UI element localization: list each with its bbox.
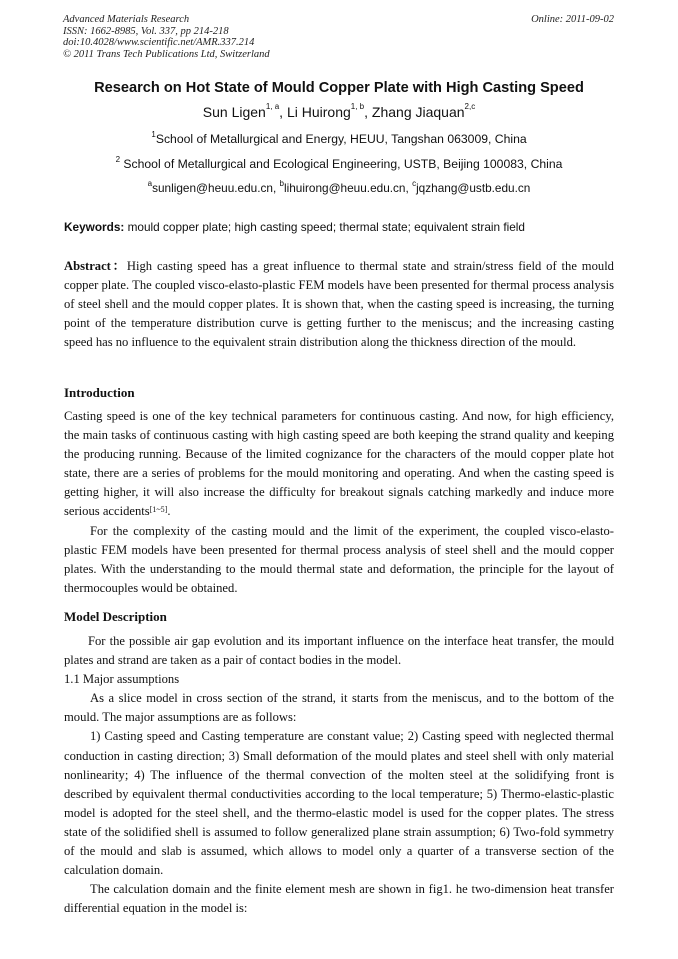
doi-line: doi:10.4028/www.scientific.net/AMR.337.214 bbox=[63, 37, 255, 49]
keywords-label: Keywords: bbox=[64, 220, 125, 234]
issn-line: ISSN: 1662-8985, Vol. 337, pp 214-218 bbox=[63, 25, 229, 37]
paragraph: For the possible air gap evolution and its important influence on the interface heat transfer, the mould plates and strand are taken as a pair of contact bodies in the model. bbox=[64, 634, 614, 668]
paragraph: For the complexity of the casting mould and the limit of the experiment, the coupled visco-elasto-plastic FEM models have been presented for thermal process analysis of steel shell and the mould copper plates. With the understanding to the mould thermal state and deformation, the principle for the layout of thermocouples would be obtained. bbox=[64, 523, 614, 595]
author-marks: 1, a bbox=[265, 102, 280, 111]
keywords-line bbox=[64, 220, 616, 234]
paper-title: Research on Hot State of Mould Copper Plate with High Casting Speed bbox=[94, 80, 584, 96]
email-list: $^a$sunligen@heuu.edu.cn, $^b$lihuirong@heuu.edu.cn, $^c$jqzhang@ustb.edu.cn bbox=[147, 179, 531, 195]
email-mark: b bbox=[279, 179, 284, 188]
author-marks: 1, b bbox=[350, 102, 365, 111]
author-marks: 2,c bbox=[464, 102, 476, 111]
email-address[interactable]: jqzhang@ustb.edu.cn bbox=[416, 181, 531, 195]
section-heading-model-description: Model Description bbox=[64, 609, 167, 624]
abstract-label: Abstract： bbox=[64, 259, 127, 273]
affiliation-mark: 2 bbox=[115, 155, 121, 164]
paragraph: 1) Casting speed and Casting temperature are constant value; 2) Casting speed with neglected thermal conduction in casting direction; 3) Small deformation of the mould plates and steel shell with only material nonlinearity; 4) The influence of the thermal convection of the molten steel at the solidifying front is described by equivalent thermal conductivities according to the local temperature; 5) Thermo-elastic-plastic model is adopted for the steel shell, and the thermo-elastic model is used for the copper plates. The stress state of the solidified shell is assumed to follow generalized plane strain assumption; 6) Two-fold symmetry of the mould and slab is assumed, which allows to model only a quarter of a transverse section of the calculation domain. bbox=[64, 729, 614, 878]
paragraph-text: Casting speed is one of the key technical parameters for continuous casting. And now, for high efficiency, the main tasks of continuous casting with high casting speed are both keeping the strand quality and keeping the producing running. Because of the limited cognizance for the characters of the mould copper plate hot state, there are a series of problems for the mould monitoring and operating. And when the casting speed is getting higher, it will also increase the difficulty for breakout signals catching markedly and induce more serious accidents bbox=[64, 409, 614, 519]
email-mark: a bbox=[147, 179, 153, 188]
affiliation-2 bbox=[0, 157, 678, 171]
section-heading-introduction: Introduction bbox=[64, 385, 135, 400]
author-separator: , bbox=[279, 104, 287, 120]
abstract bbox=[64, 257, 614, 352]
author-list bbox=[0, 104, 678, 120]
affiliation-mark: 1 bbox=[151, 130, 156, 139]
email-mark: c bbox=[412, 179, 417, 188]
abstract-text: High casting speed has a great influence to thermal state and strain/stress field of the mould copper plate. The coupled visco-elasto-plastic FEM models have been presented for thermal process analysis of steel shell and the mould copper plates. It is shown that, when the casting speed is increasing, the turning point of the temperature distribution curve is getting further to the meniscus; and the increasing casting speed has no influence to the equivalent strain distribution along the thickness direction of the mould. bbox=[64, 259, 614, 350]
copyright-line: © 2011 Trans Tech Publications Ltd, Switzerland bbox=[63, 48, 270, 60]
author-separator: , bbox=[364, 104, 372, 120]
paragraph: The calculation domain and the finite element mesh are shown in fig1. he two-dimension heat transfer differential equation in the model is: bbox=[64, 882, 614, 916]
email-address[interactable]: sunligen@heuu.edu.cn bbox=[152, 181, 273, 195]
journal-header bbox=[63, 14, 270, 60]
journal-name: Advanced Materials Research bbox=[63, 14, 190, 25]
keywords-text: mould copper plate; high casting speed; thermal state; equivalent strain field bbox=[124, 220, 525, 234]
affiliation-text: School of Metallurgical and Energy, HEUU, Tangshan 063009, China bbox=[155, 132, 527, 146]
paragraph bbox=[64, 407, 614, 522]
author-name: Zhang Jiaquan bbox=[371, 104, 465, 120]
paragraph: As a slice model in cross section of the strand, it starts from the meniscus, and to the bottom of the mould. The major assumptions are as follows: bbox=[64, 691, 614, 725]
paragraph-end: . bbox=[167, 504, 171, 519]
affiliation-text: School of Metallurgical and Ecological Engineering, USTB, Beijing 100083, China bbox=[120, 157, 563, 171]
citation[interactable]: [1~5] bbox=[149, 505, 168, 515]
author-name: Sun Ligen bbox=[202, 104, 266, 120]
online-date: Online: 2011-09-02 bbox=[531, 14, 614, 25]
email-address[interactable]: lihuirong@heuu.edu.cn bbox=[283, 181, 406, 195]
author-name: Li Huirong bbox=[286, 104, 351, 120]
introduction-body bbox=[64, 407, 614, 598]
affiliation-1 bbox=[0, 132, 678, 146]
model-description-body bbox=[64, 632, 614, 918]
subsection-heading: 1.1 Major assumptions bbox=[64, 672, 180, 687]
